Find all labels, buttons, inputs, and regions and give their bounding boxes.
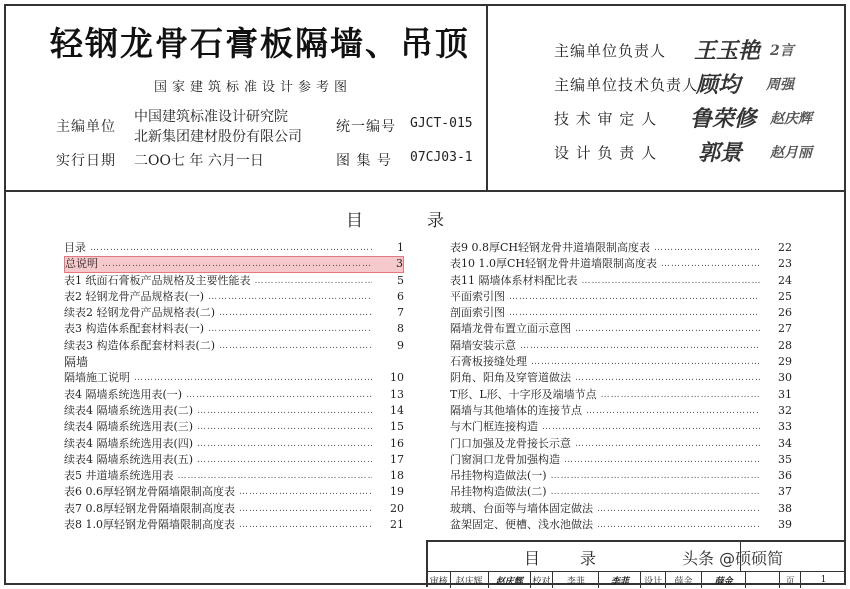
toc-leader-dots <box>208 289 372 305</box>
toc-leader-dots <box>134 370 372 386</box>
role-label: 主编单位负责人 <box>554 42 667 60</box>
atlas-title: 轻钢龙骨石膏板隔墙、吊顶 <box>50 24 470 63</box>
toc-leader-dots <box>575 321 760 337</box>
unified-no: GJCT-015 <box>410 116 473 131</box>
toc-leader-dots <box>255 273 373 289</box>
toc-leader-dots <box>597 501 760 517</box>
toc-entry-title: 目录 <box>64 241 86 254</box>
toc-right-column <box>450 240 792 533</box>
editor-unit-2: 北新集团建材股份有限公司 <box>134 129 302 145</box>
toc-entry[interactable] <box>450 321 792 337</box>
toc-entry[interactable] <box>64 468 404 484</box>
toc-entry-title: 隔墙安装示意 <box>450 338 516 352</box>
toc-entry[interactable] <box>64 419 404 435</box>
toc-entry-title: 吊挂物构造做法(一) <box>450 469 547 483</box>
toc-leader-dots <box>551 468 760 484</box>
toc-entry[interactable] <box>450 387 792 403</box>
toc-leader-dots <box>197 452 372 468</box>
toc-entry-title: 隔墙施工说明 <box>64 371 130 385</box>
toc-entry-title: 隔墙 <box>64 355 89 370</box>
toc-entry[interactable] <box>450 289 792 305</box>
toc-leader-dots <box>197 436 372 452</box>
toc-entry-page: 8 <box>397 322 404 336</box>
toc-entry-title: 表6 0.6厚轻钢龙骨隔墙限制高度表 <box>64 485 235 499</box>
toc-entry[interactable] <box>64 370 404 386</box>
toc-entry[interactable] <box>450 240 792 256</box>
toc-entry-title: 与木门框连接构造 <box>450 420 538 434</box>
toc-entry-title: 隔墙龙骨布置立面示意图 <box>450 322 571 336</box>
toc-leader-dots <box>531 354 760 370</box>
toc-entry[interactable] <box>64 321 404 337</box>
toc-leader-dots <box>239 517 372 533</box>
toc-entry[interactable] <box>450 338 792 354</box>
page-number: 1 <box>820 575 827 585</box>
toc-entry-page: 39 <box>778 518 792 532</box>
toc-leader-dots <box>551 484 760 500</box>
toc-entry[interactable] <box>450 517 792 533</box>
toc-entry-title: 表2 轻钢龙骨产品规格表(一) <box>64 289 205 303</box>
toc-entry-title: 表9 0.8厚CH轻钢龙骨井道墙限制高度表 <box>450 241 650 254</box>
designer-signature: 薛金 <box>702 572 746 588</box>
toc-entry[interactable] <box>64 305 404 321</box>
toc-entry[interactable] <box>450 354 792 370</box>
toc-entry[interactable] <box>64 273 404 289</box>
page-label: 页 <box>780 572 801 588</box>
toc-entry-title: 表7 0.8厚轻钢龙骨隔墙限制高度表 <box>64 501 235 515</box>
toc-title: 目录 <box>346 211 508 231</box>
responsibility-block <box>488 6 844 190</box>
toc-entry-title: 表10 1.0厚CH轻钢龙骨井道墙限制高度表 <box>450 257 657 271</box>
impl-date: 二OO七 年 六月一日 <box>134 153 264 169</box>
toc-entry[interactable] <box>450 484 792 500</box>
toc-entry-page: 15 <box>390 420 404 434</box>
checker: 李菲 <box>553 572 599 588</box>
toc-entry-title: 盆架固定、便槽、浅水池做法 <box>450 518 593 532</box>
toc-leader-dots <box>208 321 372 337</box>
toc-leader-dots <box>654 240 760 256</box>
editor-unit-label: 主编单位 <box>56 119 116 135</box>
toc-entry-title: 剖面索引图 <box>450 306 505 320</box>
toc-entry[interactable] <box>450 370 792 386</box>
toc-entry[interactable] <box>450 452 792 468</box>
signature: 顾均 <box>696 72 741 98</box>
toc-entry[interactable] <box>450 501 792 517</box>
signature: 鲁荣修 <box>690 106 757 132</box>
signature: 赵庆辉 <box>770 111 812 127</box>
toc-entry-page: 29 <box>778 355 792 369</box>
toc-entry-page: 19 <box>390 485 404 499</box>
toc-leader-dots <box>197 419 372 435</box>
toc-entry-page: 3 <box>396 257 403 271</box>
review-label: 审核 <box>428 572 451 588</box>
toc-entry-title: 表4 隔墙系统选用表(一) <box>64 387 183 401</box>
atlas-no-label: 图 集 号 <box>336 153 392 169</box>
toc-entry[interactable] <box>450 436 792 452</box>
toc-entry-title: 平面索引图 <box>450 289 505 303</box>
reviewer-signature: 赵庆辉 <box>489 572 531 588</box>
toc-entry-title: 门窗洞口龙骨加强构造 <box>450 452 560 466</box>
toc-entry-title: 续表4 隔墙系统选用表(五) <box>64 452 194 466</box>
toc-entry-page: 24 <box>778 273 792 287</box>
toc-entry-title: 续表3 构造体系配套材料表(二) <box>64 338 216 352</box>
role-label: 主编单位技术负责人 <box>554 76 699 94</box>
toc-entry[interactable] <box>64 240 404 256</box>
atlas-subtitle: 国家建筑标准设计参考图 <box>154 80 353 95</box>
toc-leader-dots <box>90 240 372 256</box>
toc-entry-title: 表1 纸面石膏板产品规格及主要性能表 <box>64 273 251 287</box>
check-label: 校对 <box>531 572 554 588</box>
toc-leader-dots <box>186 387 372 403</box>
toc-leader-dots <box>219 305 372 321</box>
toc-entry-title: 门口加强及龙骨接长示意 <box>450 436 571 450</box>
toc-entry[interactable] <box>450 256 792 272</box>
toc-leader-dots <box>564 452 760 468</box>
toc-entry-title: 表3 构造体系配套材料表(一) <box>64 322 205 336</box>
toc-left-column <box>64 240 404 533</box>
toc-entry-title: 续表4 隔墙系统选用表(二) <box>64 403 194 417</box>
toc-entry[interactable] <box>450 403 792 419</box>
title-block-title: 目录 <box>524 549 637 568</box>
toc-entry[interactable] <box>64 484 404 500</box>
design-label: 设计 <box>641 572 665 588</box>
toc-entry-page: 31 <box>778 387 792 401</box>
editor-unit-1: 中国建筑标准设计研究院 <box>134 109 288 125</box>
atlas-no: 07CJ03-1 <box>410 150 473 165</box>
toc-leader-dots <box>575 370 760 386</box>
toc-entry-title: 表5 井道墙系统选用表 <box>64 469 174 483</box>
toc-leader-dots <box>542 419 760 435</box>
toc-entry-title: 表11 隔墙体系材料配比表 <box>450 273 578 287</box>
toc-entry[interactable] <box>64 289 404 305</box>
toc-entry-page: 18 <box>390 469 404 483</box>
toc-entry-page: 1 <box>397 241 404 254</box>
toc-entry-page: 37 <box>778 485 792 499</box>
toc-entry-page: 21 <box>390 518 404 532</box>
signature: 王玉艳 <box>694 38 761 64</box>
toc-entry[interactable] <box>64 517 404 533</box>
toc-entry-title: 续表2 轻钢龙骨产品规格表(二) <box>64 306 216 320</box>
toc-leader-dots <box>509 305 760 321</box>
toc-leader-dots <box>582 273 761 289</box>
signature: 周强 <box>766 77 794 93</box>
toc-entry[interactable] <box>64 338 404 354</box>
toc-leader-dots <box>575 436 760 452</box>
toc-entry-page: 9 <box>397 338 404 352</box>
designer: 薛金 <box>666 572 702 588</box>
toc-entry-page: 17 <box>390 452 404 466</box>
toc-entry[interactable] <box>64 436 404 452</box>
toc-leader-dots <box>601 387 760 403</box>
toc-entry-title: 石膏板接缝处理 <box>450 355 527 369</box>
toc-entry-title: 总说明 <box>65 257 98 271</box>
toc-entry-title: 表8 1.0厚轻钢龙骨隔墙限制高度表 <box>64 518 235 532</box>
impl-date-label: 实行日期 <box>56 153 116 169</box>
toc-leader-dots <box>661 256 760 272</box>
header <box>6 6 844 192</box>
toc-entry-title: 续表4 隔墙系统选用表(四) <box>64 436 194 450</box>
toc-entry-page: 23 <box>778 257 792 271</box>
toc-entry-page: 16 <box>390 436 404 450</box>
toc-entry-title: 续表4 隔墙系统选用表(三) <box>64 420 194 434</box>
toc-leader-dots <box>102 256 371 272</box>
toc-entry[interactable] <box>64 256 404 272</box>
unified-no-label: 统一编号 <box>336 119 396 135</box>
toc-entry[interactable] <box>64 403 404 419</box>
reviewer: 赵庆辉 <box>451 572 489 588</box>
toc-leader-dots <box>520 338 760 354</box>
toc-entry-title: T形、L形、十字形及端墙节点 <box>450 387 597 401</box>
toc-entry-page: 27 <box>778 322 792 336</box>
drawing-sheet <box>4 4 846 585</box>
toc-entry-page: 5 <box>397 273 404 287</box>
toc-entry-title: 吊挂物构造做法(二) <box>450 485 547 499</box>
signature: 赵月丽 <box>770 145 812 161</box>
toc-entry[interactable] <box>64 387 404 403</box>
toc-leader-dots <box>509 289 760 305</box>
title-block-row <box>428 571 846 588</box>
toc-entry-page: 14 <box>390 403 404 417</box>
toc-entry[interactable] <box>450 468 792 484</box>
toc-leader-dots <box>597 517 760 533</box>
toc-leader-dots <box>586 403 760 419</box>
header-left <box>6 6 488 190</box>
toc-entry-page: 35 <box>778 452 792 466</box>
blank-cell <box>746 572 780 588</box>
toc-entry[interactable] <box>450 419 792 435</box>
role-label: 技 术 审 定 人 <box>554 110 658 128</box>
toc-entry-page: 32 <box>778 403 792 417</box>
signature: 郭景 <box>698 140 743 166</box>
toc-entry-title: 玻璃、台面等与墙体固定做法 <box>450 501 593 515</box>
toc-entry[interactable] <box>64 501 404 517</box>
checker-signature: 李菲 <box>599 572 641 588</box>
toc-entry-page: 20 <box>390 501 404 515</box>
role-label: 设 计 负 责 人 <box>554 144 658 162</box>
toc-entry-page: 34 <box>778 436 792 450</box>
toc-entry-page: 22 <box>778 241 792 254</box>
toc-leader-dots <box>197 403 372 419</box>
toc-leader-dots <box>239 501 372 517</box>
watermark: 头条 @硕硕简 <box>682 549 784 568</box>
toc-leader-dots <box>219 338 372 354</box>
signature: 2言 <box>770 43 794 59</box>
toc-entry[interactable] <box>450 305 792 321</box>
toc-entry-page: 25 <box>778 289 792 303</box>
toc-entry-title: 隔墙与其他墙体的连接节点 <box>450 403 582 417</box>
toc-entry-page: 7 <box>397 306 404 320</box>
toc-entry[interactable] <box>450 273 792 289</box>
toc-entry-page: 26 <box>778 306 792 320</box>
toc-entry-page: 36 <box>778 469 792 483</box>
toc-entry-title: 阴角、阳角及穿管道做法 <box>450 371 571 385</box>
toc-entry-page: 13 <box>390 387 404 401</box>
toc-entry-page: 6 <box>397 289 404 303</box>
toc-entry-page: 38 <box>778 501 792 515</box>
toc-section-heading <box>64 354 404 370</box>
toc-entry[interactable] <box>64 452 404 468</box>
toc-entry-page: 30 <box>778 371 792 385</box>
toc-entry-page: 10 <box>390 371 404 385</box>
toc-leader-dots <box>178 468 373 484</box>
toc-leader-dots <box>239 484 372 500</box>
toc-entry-page: 28 <box>778 338 792 352</box>
toc-entry-page: 33 <box>778 420 792 434</box>
